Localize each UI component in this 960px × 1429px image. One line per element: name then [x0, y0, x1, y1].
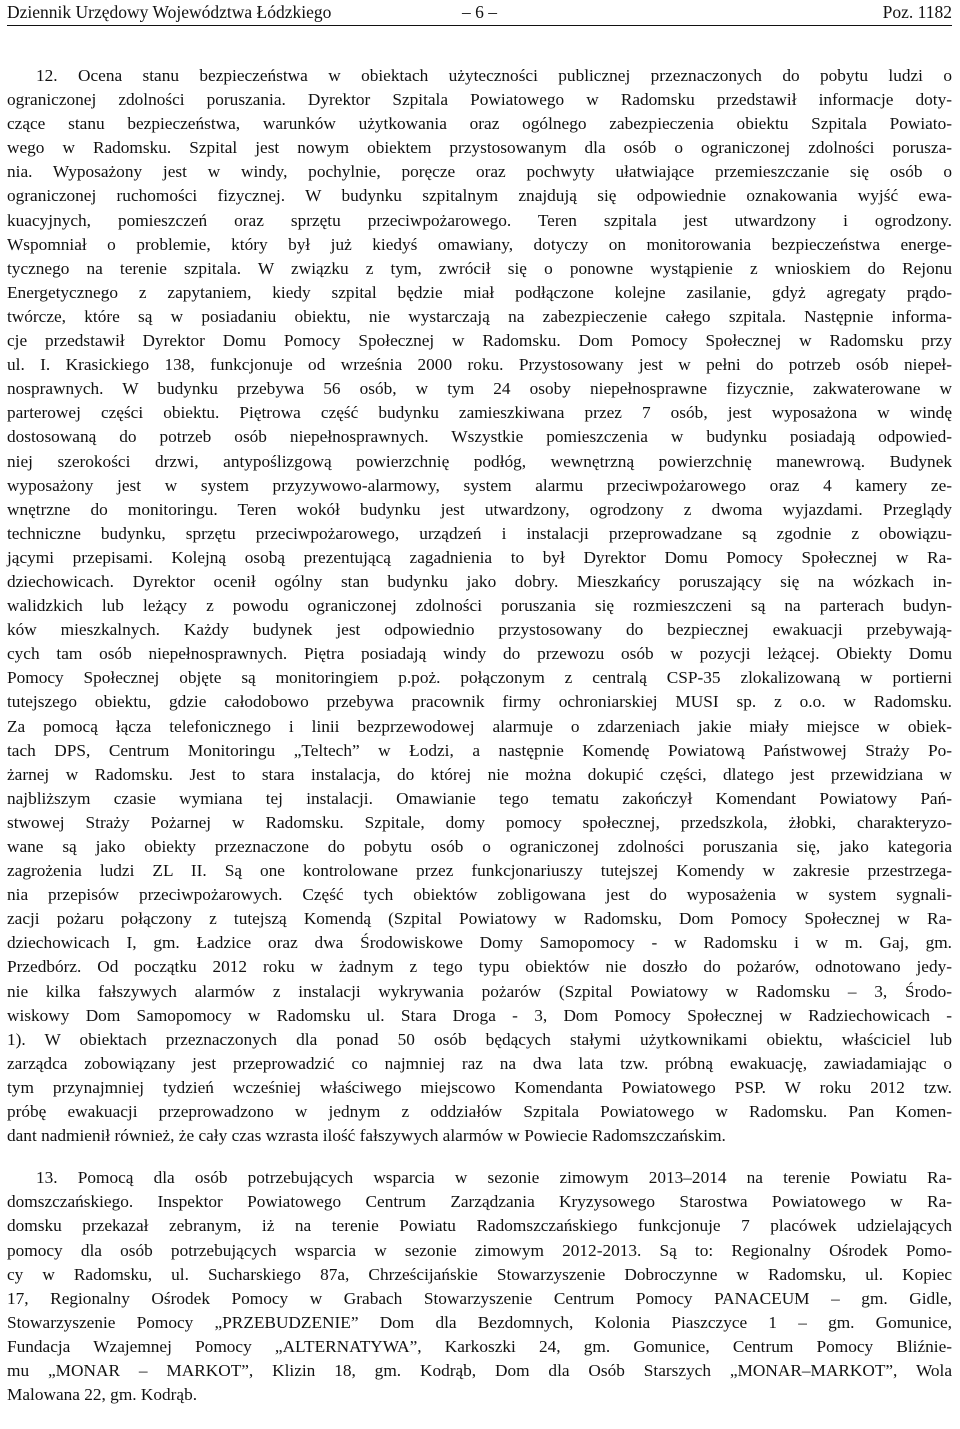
text-line: żarnej w Radomsku. Jest to stara instalacja, do której nie można dokupić części, dlatego jest przewidziana w [7, 764, 952, 784]
text-line: kuacyjnych, pomieszczeń oraz sprzętu przeciwpożarowego. Teren szpitala jest utwardzony i ogrodzony. [7, 210, 952, 230]
text-line: jącymi przepisami. Kolejną osobą prezentującą zagadnienia to był Dyrektor Domu Pomocy Społecznej w Ra- [7, 547, 952, 567]
paragraph-gap [7, 1148, 952, 1166]
text-line: cje przedstawił Dyrektor Domu Pomocy Społecznej w Radomsku. Dom Pomocy Społecznej w Radomsku przy [7, 331, 952, 351]
text-line: dziechowicach I, gm. Ładzice oraz dwa Środowiskowe Domy Samopomocy - w Radomsku i w m. Gaj, gm. [7, 933, 952, 953]
text-line: tym przynajmniej tydzień wcześniej właściwego miejscowo Komendanta Powiatowego PSP. W roku 2012 tzw. [7, 1077, 952, 1097]
text-line: Pomocy Społecznej objęte są monitoringiem p.poż. połączonym z centralą CSP-35 zlokalizowaną w portierni [7, 668, 952, 688]
paragraph [7, 64, 952, 1148]
text-line: próbę ewakuacji przeprowadzono w jednym z oddziałów Szpitala Powiatowego w Radomsku. Pan Komen- [7, 1102, 952, 1122]
text-line: walidzkich lub leżący z powodu ograniczonej zdolności poruszania się rozmieszczeni są na parterach budyn- [7, 596, 952, 616]
text-line: najbliższym czasie wymiana tej instalacji. Omawianie tego tematu zakończył Komendant Powiatowy Pań- [7, 788, 952, 808]
text-line: tutejszego obiektu, gdzie całodobowo przebywa pracownik firmy ochroniarskiej MUSI sp. z o.o. w Radomsku. [7, 692, 952, 712]
text-line: techniczne budynku, sprzętu przeciwpożarowego, urządzeń i instalacji przeprowadzane są zgodnie z obowiązu- [7, 523, 952, 543]
text-line: 17, Regionalny Ośrodek Pomocy w Grabach Stowarzyszenie Centrum Pomocy PANACEUM – gm. Gidle, [7, 1288, 952, 1308]
text-line: czące stanu bezpieczeństwa, warunków użytkowania oraz ogólnego zabezpieczenia obiektu Szpitala Powiato- [7, 114, 952, 134]
text-line: dziechowicach. Dyrektor ocenił ogólny stan budynku jako dobry. Mieszkańcy poruszający się na wózkach in- [7, 571, 952, 591]
text-line: wnętrzne do monitoringu. Teren wokół budynku jest utwardzony, ogrodzony z dwoma wyjazdami. Przeglądy [7, 499, 952, 519]
text-line: wane są jako obiekty przeznaczone do pobytu osób o ograniczonej zdolności poruszania się, jako kategoria [7, 837, 952, 856]
text-line: wego w Radomsku. Szpital jest nowym obiektem przystosowanym dla osób o ograniczonej zdolności porusza- [7, 138, 952, 158]
text-line: twórcze, które są w posiadaniu obiektu, nie wystarczają na zabezpieczenie całego szpitala. Następnie informa- [7, 306, 952, 326]
text-line: Przedbórz. Od początku 2012 roku w żadnym z tego typu obiektów nie doszło do pożarów, odnotowano jedy- [7, 957, 952, 977]
text-line: 1). W obiektach przeznaczonych dla ponad 50 osób będących stałymi użytkownikami obiektu, właściciel lub [7, 1029, 952, 1049]
text-line: nia. Wyposażony jest w windy, pochylnie, poręcze oraz pochwyty ułatwiające przemieszczanie się osób o [7, 162, 952, 182]
text-line: ul. I. Krasickiego 138, funkcjonuje od września 2000 roku. Przystosowany jest w pełni do potrzeb osób niepeł- [7, 355, 952, 375]
text-line: Za pomocą łącza telefonicznego i linii bezprzewodowej alarmuje o zdarzeniach jakie miały miejsce w obiek- [7, 716, 952, 736]
text-line: cych tam osób niepełnosprawnych. Piętra posiadają windy do przewozu osób w pozycji leżącej. Obiekty Domu [7, 644, 952, 664]
text-line: tach DPS, Centrum Monitoringu „Teltech” w Łodzi, a następnie Komendę Powiatową Państwowej Straży Po- [7, 740, 952, 760]
paragraph [7, 1166, 952, 1407]
text-line: zarządca zobowiązany jest przeprowadzić co najmniej raz na dwa lata tzw. próbną ewakuację, zawiadamiając o [7, 1053, 952, 1073]
text-line: Malowana 22, gm. Kodrąb. [7, 1385, 198, 1405]
text-line: nie kilka fałszywych alarmów z instalacji wykrywania pożarów (Szpital Powiatowy w Radomsku – 3, Środo- [7, 981, 952, 1001]
text-line: domsku przekazał zebranym, iż na terenie Powiatu Radomszczańskiego funkcjonuje 7 placówek udzielających [7, 1216, 952, 1236]
text-line: nosprawnych. W budynku przebywa 56 osób, w tym 24 osoby niepełnosprawne fizycznie, zakwaterowane w [7, 379, 952, 399]
text-line: tycznego na terenie szpitala. W związku z tym, zwrócił się o ponowne wystąpienie z wnioskiem do Rejonu [7, 258, 952, 278]
text-line: Wspomniał o problemie, który był już kiedyś omawiany, dotyczy on monitorowania bezpieczeństwa energe- [7, 234, 952, 254]
text-line: niej szerokości drzwi, antypoślizgową powierzchnię podłóg, wewnętrzną powierzchnię manewrową. Budynek [7, 451, 952, 471]
text-line: Energetycznego z zapytaniem, kiedy szpital będzie miał podłączone kolejne zasilanie, gdyż agregaty prądo- [7, 282, 952, 302]
page-header [7, 0, 952, 26]
text-line: 13. Pomocą dla osób potrzebujących wsparcia w sezonie zimowym 2013–2014 na terenie Powiatu Ra- [36, 1168, 952, 1188]
text-line: zagrożenia ludzi ZL II. Są one kontrolowane przez funkcjonariuszy tutejszej Komendy w zakresie przestrzega- [7, 861, 952, 881]
text-line: wyposażony jest w system przyzywowo-alarmowy, system alarmu przeciwpożarowego oraz 4 kamery ze- [7, 475, 952, 495]
text-line: stwowej Straży Pożarnej w Radomsku. Szpitale, domy pomocy społecznej, przedszkola, żłobki, charakteryzo- [7, 812, 952, 832]
text-line: Stowarzyszenie Pomocy „PRZEBUDZENIE” Dom dla Bezdomnych, Kolonia Piaszczyce 1 – gm. Gomunice, [7, 1312, 952, 1332]
text-line: pomocy dla osób potrzebujących wsparcia w sezonie zimowym 2012-2013. Są to: Regionalny Ośrodek Pomo- [7, 1240, 952, 1260]
text-line: ograniczonej ruchomości fizycznej. W budynku szpitalnym znajdują się odpowiednie oznakowania wyjść ewa- [7, 186, 952, 206]
text-line: 12. Ocena stanu bezpieczeństwa w obiektach użyteczności publicznej przeznaczonych do pobytu ludzi o [36, 66, 952, 85]
text-line: Fundacja Wzajemnej Pomocy „ALTERNATYWA”, Karkoszki 24, gm. Gomunice, Centrum Pomocy Bliźnie- [7, 1336, 952, 1356]
text-line: parterowej części obiektu. Piętrowa część budynku zamieszkiwana przez 7 osób, jest wyposażona w windę [7, 403, 952, 423]
page-number: – 6 – [462, 2, 497, 22]
text-line: cy w Radomsku, ul. Sucharskiego 87a, Chrześcijańskie Stowarzyszenie Dobroczynne w Radomsku, ul. Kopiec [7, 1264, 952, 1284]
text-line: mu „MONAR – MARKOT”, Klizin 18, gm. Kodrąb, Dom dla Osób Starszych „MONAR–MARKOT”, Wola [7, 1360, 952, 1380]
document-body [7, 64, 952, 1407]
text-line: ograniczonej zdolności poruszania. Dyrektor Szpitala Powiatowego w Radomsku przedstawił informacje doty- [7, 90, 952, 110]
position-number: Poz. 1182 [882, 2, 952, 22]
text-line: ków mieszkalnych. Każdy budynek jest odpowiednio przystosowany do bezpiecznej ewakuacji przebywają- [7, 620, 952, 640]
text-line: dant nadmienił również, że cały czas wzrasta ilość fałszywych alarmów w Powiecie Radomszczańskim. [7, 1126, 726, 1146]
header-rule [7, 25, 952, 26]
text-line: wiskowy Dom Samopomocy w Radomsku ul. Stara Droga - 3, Dom Pomocy Społecznej w Radziechowicach - [7, 1005, 952, 1025]
text-line: domszczańskiego. Inspektor Powiatowego Centrum Zarządzania Kryzysowego Starostwa Powiatowego w Ra- [7, 1192, 952, 1212]
text-line: nia przepisów przeciwpożarowych. Część tych obiektów zobligowana jest do wyposażenia w system sygnali- [7, 885, 952, 905]
text-line: dostosowaną do potrzeb osób niepełnosprawnych. Wszystkie pomieszczenia w budynku posiadają odpowied- [7, 427, 952, 447]
journal-title: Dziennik Urzędowy Województwa Łódzkiego [7, 2, 332, 22]
text-line: zacji pożaru połączony z tutejszą Komendą (Szpital Powiatowy w Radomsku, Dom Pomocy Społecznej w Ra- [7, 909, 952, 929]
